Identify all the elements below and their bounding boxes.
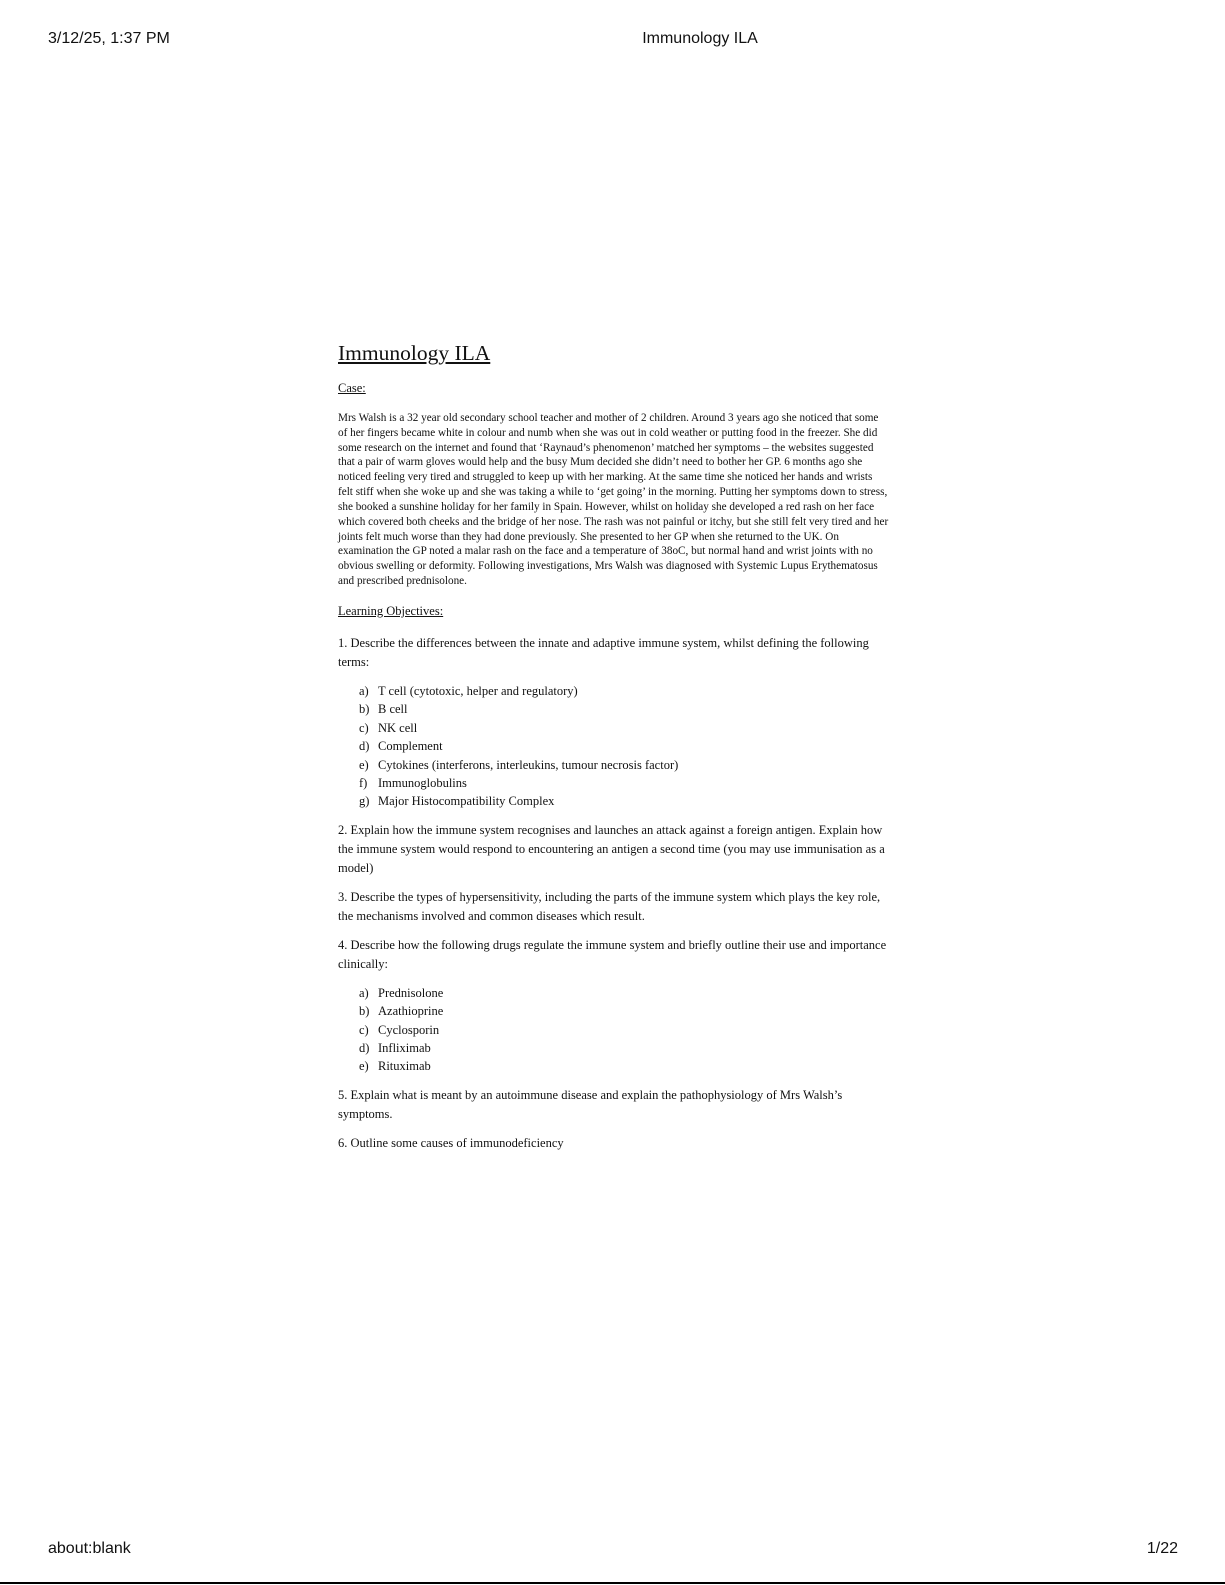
print-title: Immunology ILA: [642, 30, 758, 47]
list-marker: d): [359, 1041, 370, 1056]
document-page: [338, 340, 890, 1163]
list-marker: b): [359, 702, 370, 717]
list-item: [359, 756, 890, 774]
list-marker: e): [359, 757, 369, 772]
list-marker: f): [359, 776, 368, 791]
list-item-text: Cytokines (interferons, interleukins, tumour necrosis factor): [378, 757, 679, 772]
list-item: [359, 774, 890, 792]
list-item-text: Azathioprine: [378, 1004, 444, 1019]
list-item-text: NK cell: [378, 720, 418, 735]
list-marker: e): [359, 1059, 369, 1074]
list-item: [359, 1057, 890, 1075]
objective-6: 6. Outline some causes of immunodeficiency: [338, 1135, 564, 1150]
list-item-text: T cell (cytotoxic, helper and regulatory): [378, 684, 578, 698]
list-item: [359, 1039, 890, 1057]
case-text: Mrs Walsh is a 32 year old secondary school teacher and mother of 2 children. Around 3 years ago she noticed that some of her fingers became white in colour and numb when she was out in cold weather or putting food in the freezer. She did some research on the internet and found that ‘Raynaud’s phenomenon’ matched her symptoms – the websites suggested that a pair of warm gloves would help and the busy Mum decided she didn’t need to bother her GP. 6 months ago she noticed feeling very tired and struggled to keep up with her marking. At the same time she noticed her hands and wrists felt stiff when she woke up and she was taking a while to ‘get going’ in the morning. Putting her symptoms down to stress, she booked a sunshine holiday for her family in Spain. However, whilst on holiday she developed a red rash on her face which covered both cheeks and the bridge of her nose. The rash was not painful or itchy, but she still felt very tired and her joints felt much worse than they had done previously. She presented to her GP when she returned to the UK. On examination the GP noted a malar rash on the face and a temperature of 38oC, but normal hand and wrist joints with no obvious swelling or deformity. Following investigations, Mrs Walsh was diagnosed with Systemic Lupus Erythematosus and prescribed prednisolone.: [338, 411, 889, 588]
list-marker: g): [359, 794, 370, 809]
list-item-text: Prednisolone: [378, 985, 444, 1000]
list-item-text: B cell: [378, 702, 408, 717]
objective-3: 3. Describe the types of hypersensitivity, including the parts of the immune system which plays the key role, the mechanisms involved and common diseases which result.: [338, 889, 881, 923]
list-item-text: Major Histocompatibility Complex: [378, 794, 555, 809]
list-item-text: Cyclosporin: [378, 1022, 440, 1037]
objective-2: 2. Explain how the immune system recognises and launches an attack against a foreign antigen. Explain how the immune system would respond to encountering an antigen a second time (you may use immunisation as a model): [338, 822, 885, 875]
list-item: [359, 1002, 890, 1020]
list-item-text: Immunoglobulins: [378, 776, 467, 791]
list-item: [359, 792, 890, 810]
objective-1-list: [338, 682, 890, 811]
list-marker: a): [359, 985, 369, 1000]
objectives-heading: Learning Objectives:: [338, 604, 444, 618]
objective-4: 4. Describe how the following drugs regulate the immune system and briefly outline their use and importance clinically:: [338, 937, 887, 971]
objective-5: 5. Explain what is meant by an autoimmune disease and explain the pathophysiology of Mrs Walsh’s symptoms.: [338, 1087, 843, 1121]
list-marker: a): [359, 684, 369, 698]
list-item: [359, 719, 890, 737]
list-item-text: Complement: [378, 739, 443, 754]
print-footer: [0, 1540, 1225, 1562]
print-page-number: 1/22: [1146, 1540, 1178, 1557]
list-item: [359, 1021, 890, 1039]
list-item: [359, 984, 890, 1002]
list-item-text: Rituximab: [378, 1059, 431, 1074]
case-heading: Case:: [338, 380, 366, 395]
list-marker: d): [359, 739, 370, 754]
list-item: [359, 737, 890, 755]
list-item: [359, 682, 890, 700]
list-marker: b): [359, 1004, 370, 1019]
bottom-divider: [0, 1582, 1225, 1584]
list-item: [359, 700, 890, 718]
objective-4-list: [338, 984, 890, 1076]
objective-1: 1. Describe the differences between the innate and adaptive immune system, whilst defining the following terms:: [338, 636, 869, 669]
print-header: [0, 30, 1225, 52]
list-item-text: Infliximab: [378, 1041, 431, 1056]
list-marker: c): [359, 1022, 369, 1037]
list-marker: c): [359, 720, 369, 735]
print-datetime: 3/12/25, 1:37 PM: [48, 30, 170, 47]
print-url: about:blank: [48, 1540, 131, 1557]
document-title: Immunology ILA: [338, 341, 491, 365]
